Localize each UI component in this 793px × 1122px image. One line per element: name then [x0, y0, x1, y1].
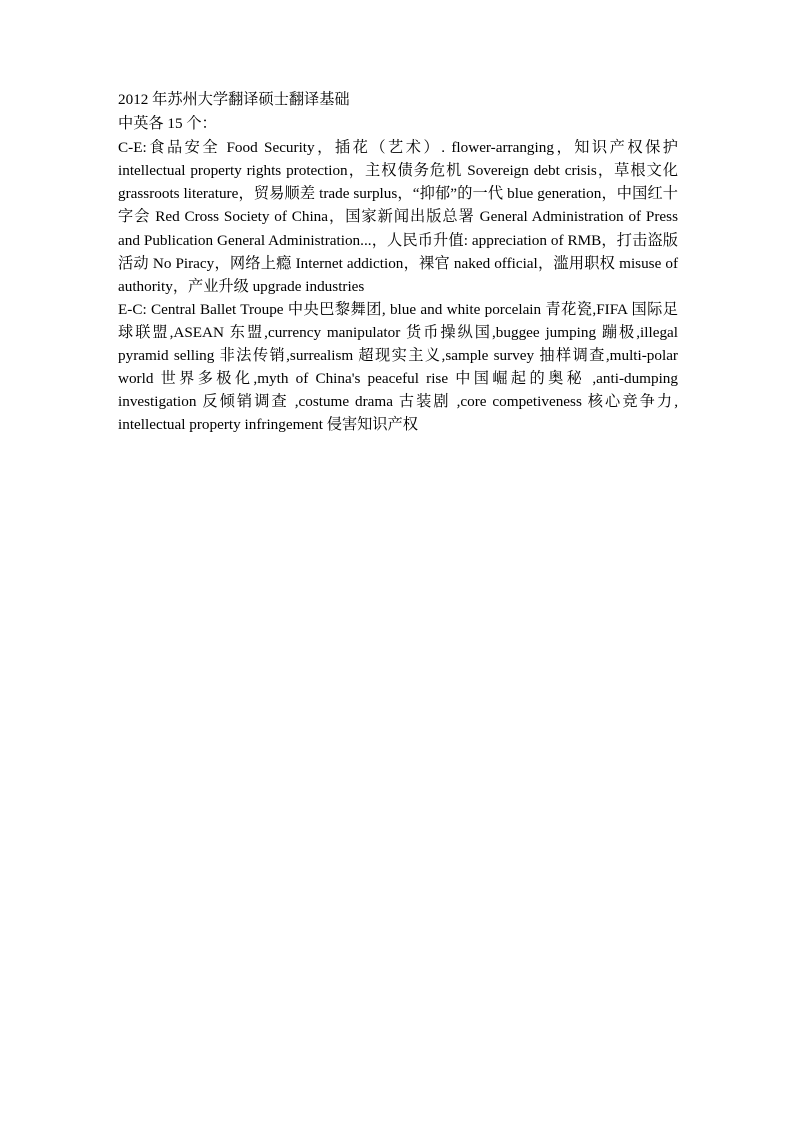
document-title: 2012 年苏州大学翻译硕士翻译基础	[118, 91, 350, 108]
document-body	[118, 88, 678, 436]
english-to-chinese-terms: E-C: Central Ballet Troupe 中央巴黎舞团, blue and white porcelain 青花瓷,FIFA 国际足球联盟,ASEAN 东盟,currency manipulator 货币操纵国,buggee jumping 蹦极,illegal pyramid selling 非法传销,surrealism 超现实主义,sample survey 抽样调查,multi-polar world 世界多极化,myth of China's peaceful rise 中国崛起的奥秘 ,anti-dumping investigation 反倾销调查 ,costume drama 古装剧 ,core competiveness 核心竞争力, intellectual property infringement 侵害知识产权	[118, 300, 678, 434]
document-subtitle: 中英各 15 个：	[118, 115, 217, 133]
chinese-to-english-terms: C-E:食品安全 Food Security，插花（艺术）. flower-arranging，知识产权保护 intellectual property rights protection，主权债务危机 Sovereign debt crisis，草根文化 grassroots literature，贸易顺差 trade surplus，“抑郁”的一代 blue generation，中国红十字会 Red Cross Society of China，国家新闻出版总署 General Administration of Press and Publication General Administration...，人民币升值: appreciation of RMB，打击盗版活动 No Piracy，网络上瘾 Internet addiction，裸官 naked official，滥用职权 misuse of authority，产业升级 upgrade industries	[118, 139, 678, 295]
